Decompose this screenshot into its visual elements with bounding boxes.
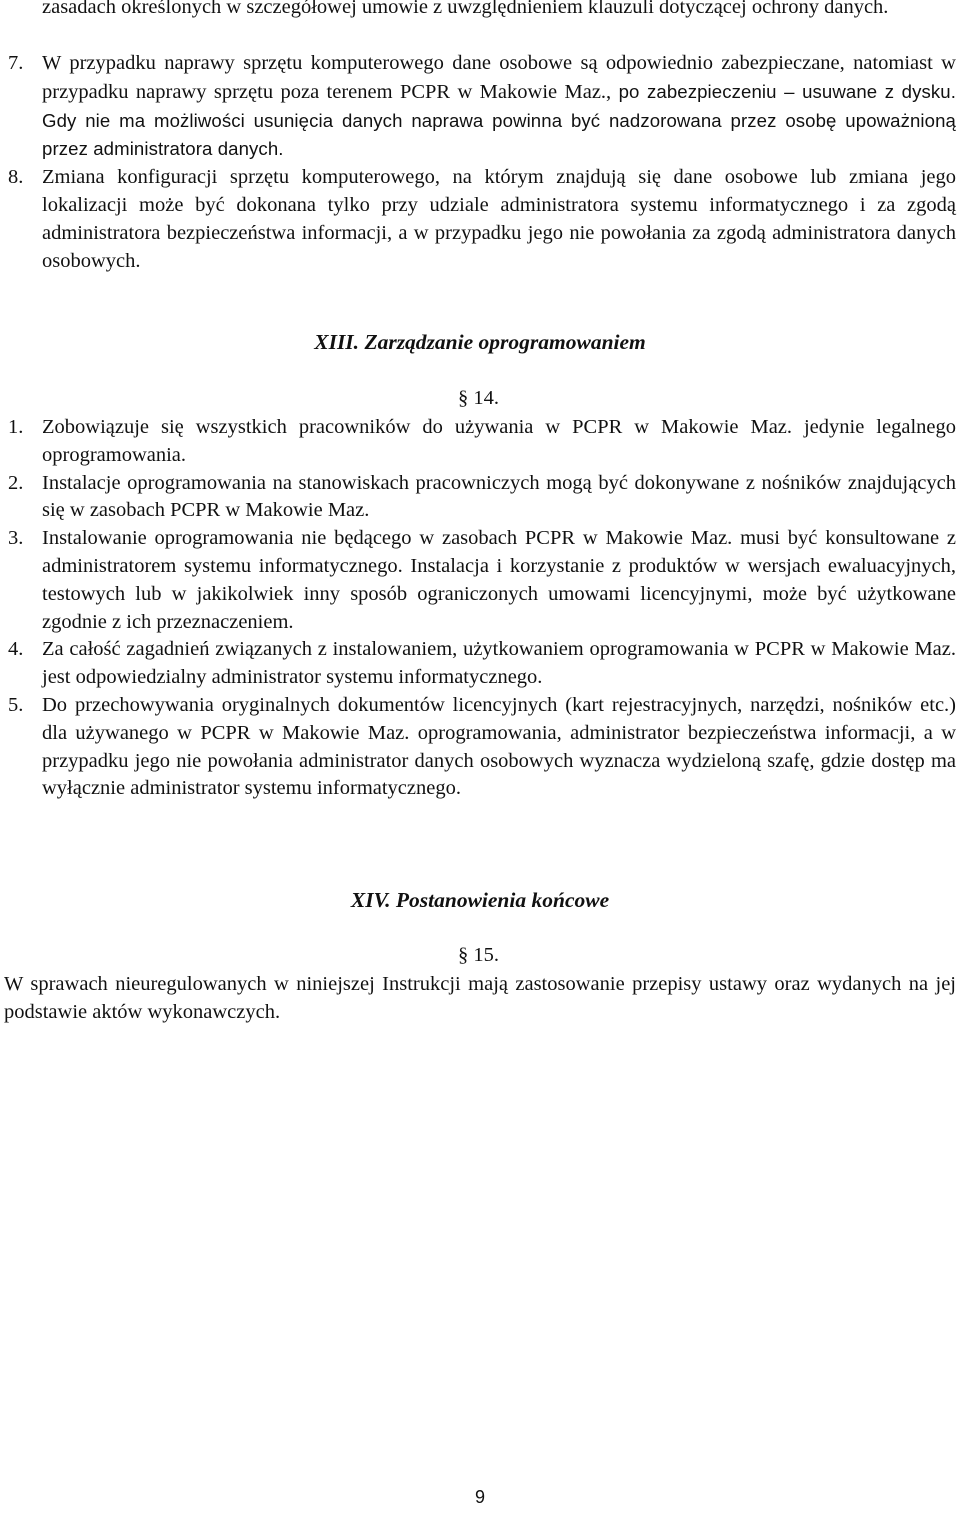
continuation-text: zasadach określonych w szczegółowej umowie z uwzględnieniem klauzuli dotyczącej ochrony danych. [42,0,889,18]
paragraph-number-value: 15. [473,944,499,966]
section-heading-number: XIV. [350,888,391,912]
paragraph-number [458,942,499,970]
list-item [4,525,956,636]
paragraph-number [458,385,499,413]
section-heading-number: XIII. [314,330,360,354]
list-item-text: W przypadku naprawy sprzętu komputerowego dane osobowe są odpowiednio zabezpieczane, natomiast w przypadku naprawy sprzętu poza terenem PCPR w Makowie Maz., [42,52,956,103]
list-item-number: 5. [8,693,24,716]
paragraph-sign: § [458,387,474,409]
paragraph-sign: § [458,944,474,966]
list-item-number: 1. [8,416,24,438]
list-item-text-sans: po zabezpieczeniu – usuwane z dysku. Gdy nie ma możliwości usunięcia danych naprawa powinna być nadzorowana przez osobę upoważnioną przez administratora danych. [42,80,956,160]
list-item-text: Za całość zagadnień związanych z instalowaniem, użytkowaniem oprogramowania w PCPR w Makowie Maz. jest odpowiedzialny administrator systemu informatycznego. [42,638,956,689]
paragraph-number-value: 14. [473,387,499,409]
section-heading-title: Postanowienia końcowe [395,888,610,912]
list-item [4,692,956,803]
list-item-text: Do przechowywania oryginalnych dokumentów licencyjnych (kart rejestracyjnych, narzędzi, nośników etc.) dla używanego w PCPR w Makowie Maz. oprogramowania, administrator bezpieczeństwa informacji, a w przypadku jego nie powołania administrator danych osobowych wyznacza wydzieloną szafę, gdzie dostęp ma wyłącznie administrator systemu informatycznego. [42,693,956,800]
list-item-text: Instalacje oprogramowania na stanowiskach pracowniczych mogą być dokonywane z nośników znajdujących się w zasobach PCPR w Makowie Maz. [42,471,956,522]
list-item-number: 8. [8,166,24,189]
list-item-number: 2. [8,471,24,494]
list-item-text: Zobowiązuje się wszystkich pracowników do używania w PCPR w Makowie Maz. jedynie legalnego oprogramowania. [42,416,956,466]
section-heading-xiv [0,887,960,915]
list-item-number: 4. [8,638,24,661]
list-item [4,164,956,275]
list-item-text: Instalowanie oprogramowania nie będącego w zasobach PCPR w Makowie Maz. musi być konsultowane z administratorem systemu informatycznego. Instalacja i korzystanie z produktów w wersjach ewaluacyjnych, testowych lub w jakikolwiek inny sposób ograniczonych umowami licencyjnymi, może być użytkowane zgodnie z ich przeznaczeniem. [42,527,956,633]
list-item [4,414,956,470]
list-item [4,636,956,692]
list-item-number: 3. [8,527,24,550]
section-12-list [4,50,956,275]
list-item-text: Zmiana konfiguracji sprzętu komputerowego, na którym znajdują się dane osobowe lub zmiana jego lokalizacji może być dokonana tylko przy udziale administratora systemu informatycznego i za zgodą administratora bezpieczeństwa informacji, a w przypadku jego nie powołania za zgodą administratora danych osobowych. [42,166,956,272]
section-heading-title: Zarządzanie oprogramowaniem [364,330,646,354]
list-item-number: 7. [8,52,24,74]
section-heading-xiii [0,329,960,357]
section-13-list [4,414,956,803]
final-provision-text: W sprawach nieuregulowanych w niniejszej Instrukcji mają zastosowanie przepisy ustawy oraz wydanych na jej podstawie aktów wykonawczych. [4,973,956,1023]
list-item [4,50,956,164]
list-item [4,470,956,526]
page-number: 9 [474,1487,485,1507]
